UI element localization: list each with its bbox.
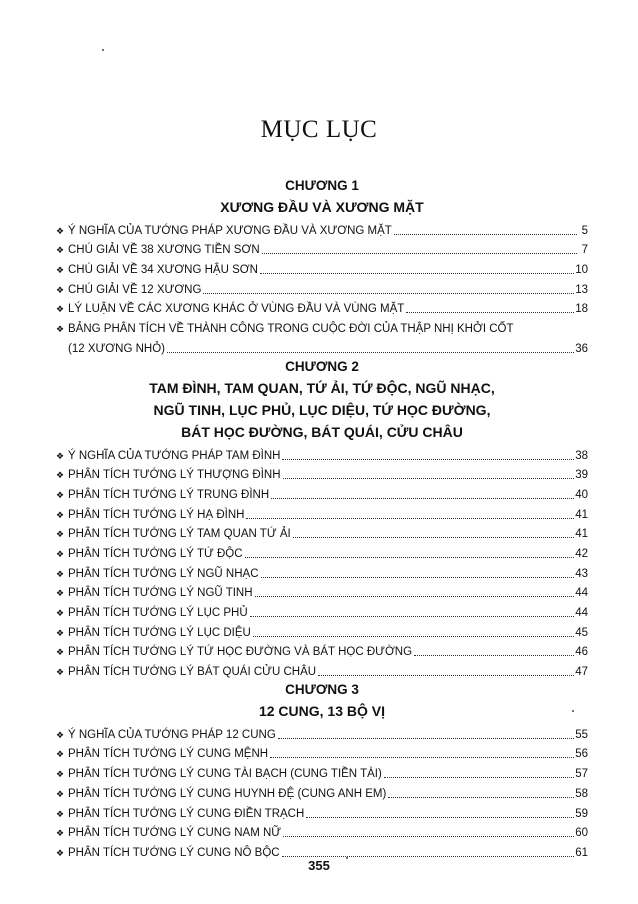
toc-entry-label: CHÚ GIẢI VỀ 12 XƯƠNG bbox=[68, 283, 202, 296]
toc-entry-page: 56 bbox=[575, 748, 588, 761]
chapter-section bbox=[56, 679, 588, 860]
dot-leader bbox=[388, 796, 574, 798]
toc-entry-label: PHÂN TÍCH TƯỚNG LÝ LỤC PHỦ bbox=[68, 607, 248, 619]
diamond-bullet-icon: ❖ bbox=[56, 769, 65, 780]
toc-entry bbox=[56, 257, 588, 277]
toc-entry bbox=[56, 443, 588, 463]
chapter-section bbox=[56, 175, 588, 356]
toc-entry-label: PHÂN TÍCH TƯỚNG LÝ TRUNG ĐÌNH bbox=[68, 488, 270, 501]
toc-entry-label: PHÂN TÍCH TƯỚNG LÝ CUNG MỆNH bbox=[68, 748, 269, 761]
toc-entry-label: PHÂN TÍCH TƯỚNG LÝ BÁT QUÁI CỬU CHÂU bbox=[68, 666, 317, 679]
diamond-bullet-icon: ❖ bbox=[56, 749, 65, 760]
dot-leader bbox=[260, 272, 574, 274]
dot-leader bbox=[270, 756, 574, 758]
toc-entry-page: 41 bbox=[575, 528, 588, 541]
dot-leader bbox=[414, 654, 574, 656]
diamond-bullet-icon: ❖ bbox=[56, 847, 65, 858]
toc-entry bbox=[56, 581, 588, 601]
toc-entry-label: LÝ LUẬN VỀ CÁC XƯƠNG KHÁC Ở VÙNG ĐẦU VÀ VÙNG MẶT bbox=[68, 303, 405, 316]
toc-entry-page: 40 bbox=[575, 488, 588, 501]
toc-entry-continuation: (12 XƯƠNG NHỎ) bbox=[68, 342, 165, 355]
diamond-bullet-icon: ❖ bbox=[56, 667, 65, 678]
dot-leader bbox=[278, 737, 574, 739]
chapter-subtitle: XƯƠNG ĐẦU VÀ XƯƠNG MẶT bbox=[220, 199, 424, 215]
toc-entry-label: PHÂN TÍCH TƯỚNG LÝ CUNG TÀI BẠCH (CUNG TIỀN TÀI) bbox=[68, 768, 382, 781]
diamond-bullet-icon: ❖ bbox=[56, 324, 65, 335]
dot-leader bbox=[250, 615, 575, 617]
chapter-heading: CHƯƠNG 1 bbox=[285, 178, 359, 193]
toc-entry-continuation-row bbox=[56, 336, 588, 356]
toc-entry-label: PHÂN TÍCH TƯỚNG LÝ CUNG NAM NỮ bbox=[68, 827, 282, 840]
dot-leader bbox=[282, 458, 574, 460]
diamond-bullet-icon: ❖ bbox=[56, 225, 65, 236]
dot-leader bbox=[245, 556, 575, 558]
toc-entry bbox=[56, 821, 588, 841]
dot-leader bbox=[261, 576, 575, 578]
page-title: MỤC LỤC bbox=[260, 116, 378, 143]
dot-leader bbox=[394, 233, 577, 235]
toc-entry bbox=[56, 620, 588, 640]
diamond-bullet-icon: ❖ bbox=[56, 788, 65, 799]
toc-entry-page: 57 bbox=[575, 768, 588, 781]
dot-leader bbox=[283, 477, 575, 479]
toc-entry bbox=[56, 742, 588, 762]
dot-leader bbox=[306, 816, 574, 818]
toc-entry-label: BẢNG PHÂN TÍCH VỀ THÀNH CÔNG TRONG CUỘC ĐỜI CỦA THẬP NHỊ KHỞI CỐT bbox=[68, 323, 514, 336]
toc-entry-label: PHÂN TÍCH TƯỚNG LÝ CUNG ĐIỀN TRẠCH bbox=[68, 807, 305, 820]
toc-entry-page: 7 bbox=[581, 244, 588, 257]
toc-entry bbox=[56, 297, 588, 317]
chapter-subtitle: TAM ĐÌNH, TAM QUAN, TỨ ẢI, TỨ ĐỘC, NGŨ NHẠC, bbox=[149, 379, 495, 396]
toc-entry bbox=[56, 640, 588, 660]
toc-entry-page: 43 bbox=[575, 567, 588, 580]
dot-leader bbox=[271, 497, 574, 499]
diamond-bullet-icon: ❖ bbox=[56, 509, 65, 520]
toc-entry bbox=[56, 722, 588, 742]
scan-speck bbox=[102, 49, 104, 51]
diamond-bullet-icon: ❖ bbox=[56, 489, 65, 500]
dot-leader bbox=[246, 517, 574, 519]
toc-entry bbox=[56, 238, 588, 258]
toc-entry bbox=[56, 781, 588, 801]
diamond-bullet-icon: ❖ bbox=[56, 284, 65, 295]
toc-entry-page: 46 bbox=[575, 646, 588, 659]
dot-leader bbox=[318, 674, 574, 676]
toc-entry-page: 42 bbox=[575, 547, 588, 560]
diamond-bullet-icon: ❖ bbox=[56, 304, 65, 315]
toc-entry bbox=[56, 316, 588, 336]
toc-entry bbox=[56, 600, 588, 620]
toc-entry-page: 59 bbox=[575, 807, 588, 820]
toc-entry-page: 10 bbox=[575, 264, 588, 277]
toc-entry bbox=[56, 522, 588, 542]
diamond-bullet-icon: ❖ bbox=[56, 450, 65, 461]
toc-entry bbox=[56, 840, 588, 860]
toc-entry-label: Ý NGHĨA CỦA TƯỚNG PHÁP XƯƠNG ĐẦU VÀ XƯƠNG MẶT bbox=[68, 224, 392, 237]
diamond-bullet-icon: ❖ bbox=[56, 470, 65, 481]
chapter-section bbox=[56, 356, 588, 679]
toc-entry bbox=[56, 277, 588, 297]
toc-entry-label: Ý NGHĨA CỦA TƯỚNG PHÁP 12 CUNG bbox=[68, 728, 276, 741]
toc-entry bbox=[56, 561, 588, 581]
toc-entry-page: 38 bbox=[575, 449, 588, 462]
dot-leader bbox=[283, 835, 574, 837]
toc-entry-label: PHÂN TÍCH TƯỚNG LÝ CUNG HUYNH ĐỆ (CUNG ANH EM) bbox=[68, 787, 387, 800]
table-of-contents bbox=[56, 175, 588, 860]
toc-entry-label: PHÂN TÍCH TƯỚNG LÝ CUNG NÔ BỘC bbox=[68, 846, 280, 859]
diamond-bullet-icon: ❖ bbox=[56, 548, 65, 559]
chapter-subtitle: 12 CUNG, 13 BỘ VỊ bbox=[258, 703, 386, 720]
diamond-bullet-icon: ❖ bbox=[56, 568, 65, 579]
toc-entry-label: PHÂN TÍCH TƯỚNG LÝ THƯỢNG ĐÌNH bbox=[68, 469, 281, 482]
dot-leader bbox=[203, 292, 574, 294]
chapter-heading: CHƯƠNG 3 bbox=[285, 682, 359, 698]
diamond-bullet-icon: ❖ bbox=[56, 828, 65, 839]
toc-entry bbox=[56, 761, 588, 781]
dot-leader bbox=[384, 776, 574, 778]
toc-entry-page: 44 bbox=[575, 587, 588, 600]
diamond-bullet-icon: ❖ bbox=[56, 265, 65, 276]
toc-entry bbox=[56, 463, 588, 483]
toc-entry-label: CHÚ GIẢI VỀ 34 XƯƠNG HẬU SƠN bbox=[68, 264, 258, 277]
diamond-bullet-icon: ❖ bbox=[56, 729, 65, 740]
toc-entry bbox=[56, 801, 588, 821]
dot-leader bbox=[406, 311, 574, 313]
toc-entry-label: PHÂN TÍCH TƯỚNG LÝ TỨ ĐỘC bbox=[68, 547, 243, 560]
toc-entry-page: 5 bbox=[581, 224, 588, 237]
chapter-subtitle: BÁT HỌC ĐƯỜNG, BÁT QUÁI, CỬU CHÂU bbox=[181, 423, 463, 440]
toc-entry-page: 39 bbox=[575, 469, 588, 482]
toc-entry-page: 61 bbox=[575, 846, 588, 859]
dot-leader bbox=[253, 635, 574, 637]
toc-entry-label: CHÚ GIẢI VỀ 38 XƯƠNG TIỀN SƠN bbox=[68, 244, 260, 257]
toc-entry-page: 60 bbox=[575, 827, 588, 840]
toc-entry-page: 44 bbox=[575, 607, 588, 619]
dot-leader bbox=[262, 252, 577, 254]
toc-entry-page: 41 bbox=[575, 508, 588, 521]
diamond-bullet-icon: ❖ bbox=[56, 245, 65, 256]
diamond-bullet-icon: ❖ bbox=[56, 529, 65, 540]
toc-entry-page: 47 bbox=[575, 666, 588, 679]
toc-entry bbox=[56, 659, 588, 679]
toc-entry-label: PHÂN TÍCH TƯỚNG LÝ TAM QUAN TỨ ẢI bbox=[68, 528, 291, 541]
toc-entry-page: 55 bbox=[575, 728, 588, 741]
toc-entry-page: 18 bbox=[575, 303, 588, 316]
toc-entry-label: Ý NGHĨA CỦA TƯỚNG PHÁP TAM ĐÌNH bbox=[68, 449, 281, 462]
toc-entry-page: 36 bbox=[575, 342, 588, 355]
dot-leader bbox=[293, 536, 575, 538]
page-number: 355 bbox=[308, 858, 330, 873]
toc-entry-label: PHÂN TÍCH TƯỚNG LÝ NGŨ NHẠC bbox=[68, 567, 259, 580]
toc-entry bbox=[56, 541, 588, 561]
dot-leader bbox=[282, 855, 575, 857]
toc-entry-label: PHÂN TÍCH TƯỚNG LÝ NGŨ TINH bbox=[68, 587, 253, 600]
toc-entry bbox=[56, 218, 588, 238]
diamond-bullet-icon: ❖ bbox=[56, 808, 65, 819]
diamond-bullet-icon: ❖ bbox=[56, 647, 65, 658]
toc-entry bbox=[56, 482, 588, 502]
chapter-subtitle: NGŨ TINH, LỤC PHỦ, LỤC DIỆU, TỨ HỌC ĐƯỜNG, bbox=[153, 401, 491, 418]
diamond-bullet-icon: ❖ bbox=[56, 627, 65, 638]
toc-entry-page: 13 bbox=[575, 283, 588, 296]
dot-leader bbox=[255, 595, 575, 597]
toc-entry-page: 58 bbox=[575, 787, 588, 800]
chapter-heading: CHƯƠNG 2 bbox=[285, 358, 359, 374]
toc-entry-label: PHÂN TÍCH TƯỚNG LÝ LỤC DIỆU bbox=[68, 626, 251, 639]
diamond-bullet-icon: ❖ bbox=[56, 588, 65, 599]
toc-entry-label: PHÂN TÍCH TƯỚNG LÝ TỨ HỌC ĐƯỜNG VÀ BÁT HỌC ĐƯỜNG bbox=[68, 646, 413, 659]
dot-leader bbox=[167, 351, 574, 353]
toc-entry-label: PHÂN TÍCH TƯỚNG LÝ HẠ ĐÌNH bbox=[68, 508, 245, 521]
diamond-bullet-icon: ❖ bbox=[56, 608, 65, 618]
toc-entry bbox=[56, 502, 588, 522]
toc-entry-page: 45 bbox=[575, 626, 588, 639]
